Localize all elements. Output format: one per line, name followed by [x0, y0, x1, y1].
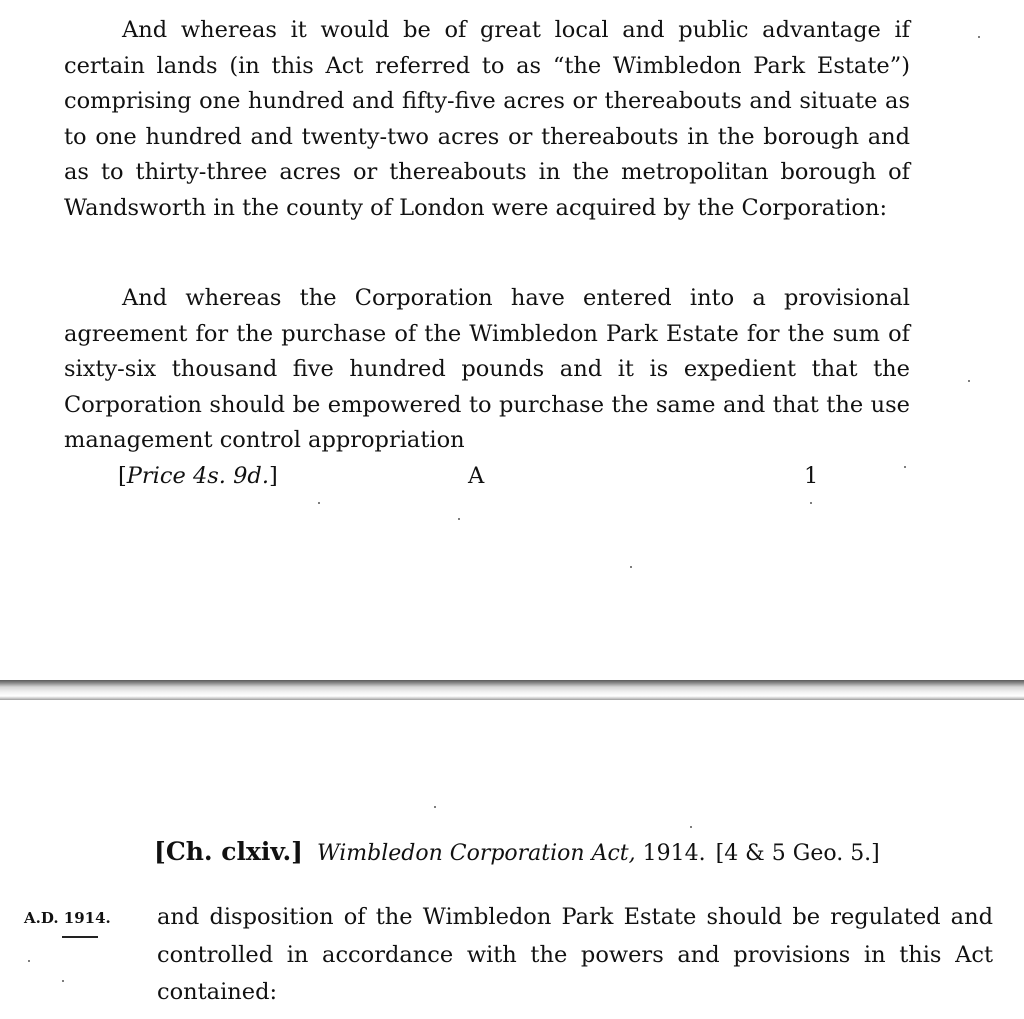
act-title: Wimbledon Corporation Act, [316, 841, 636, 866]
paragraph-text: And whereas it would be of great local and public advantage if certain lands (in this Act referred to as “the Wimbledon Park Estate”) comprising one hundred and fifty-five acres or thereabouts and situate as to one hundred and twenty-two acres or thereabouts in the borough and as to thirty-three acres or thereabouts in the metropolitan borough of Wandsworth in the county of London were acquired by the Corporation: [64, 17, 910, 221]
page-number: 1 [804, 463, 819, 489]
margin-dash [62, 936, 98, 938]
scan-speck [62, 980, 64, 982]
scan-speck [904, 466, 906, 468]
scan-speck [28, 960, 30, 962]
price-label: Price 4s. 9d. [126, 463, 269, 489]
scan-speck [810, 502, 812, 504]
regnal-year: [4 & 5 Geo. 5.] [715, 841, 880, 866]
scan-speck [318, 502, 320, 504]
scan-speck [458, 518, 460, 520]
margin-note-year: A.D. 1914. [24, 909, 111, 927]
price-bracket-open: [ [118, 463, 127, 489]
price-note [118, 459, 278, 494]
body-paragraph: and disposition of the Wimbledon Park Estate should be regulated and controlled in accordance with the powers and provisions in this Act contained: [157, 904, 993, 1005]
chapter-number: [Ch. clxiv.] [154, 837, 303, 866]
scan-speck [434, 806, 436, 808]
scan-speck [690, 826, 692, 828]
page-divider [0, 680, 1024, 700]
price-bracket-close: ] [268, 463, 278, 489]
act-year: 1914. [642, 841, 706, 866]
signature-mark: A [468, 463, 485, 489]
scan-speck [968, 380, 970, 382]
scan-speck [630, 566, 632, 568]
body-paragraph [64, 281, 910, 459]
body-paragraph [64, 13, 910, 226]
running-header [154, 832, 994, 872]
scan-speck [978, 36, 980, 38]
paragraph-text: And whereas the Corporation have entered into a provisional agreement for the purchase of the Wimbledon Park Estate for the sum of sixty-six thousand five hundred pounds and it is expedient that the Corporation should be empowered to purchase the same and that the use management control appropriation [64, 285, 910, 453]
